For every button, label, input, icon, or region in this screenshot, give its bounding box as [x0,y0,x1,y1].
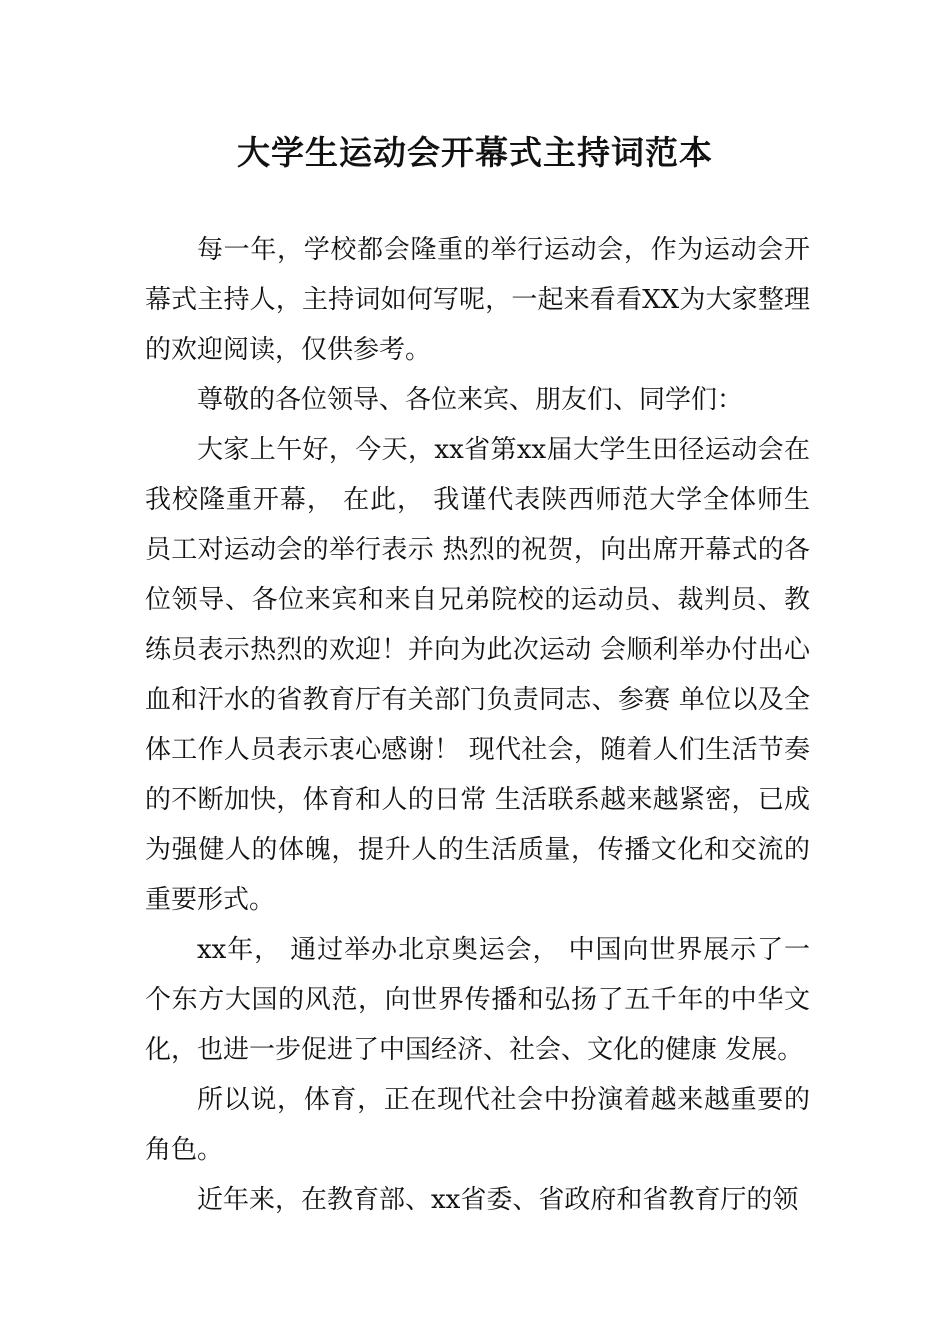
paragraph-sports-role: 所以说，体育，正在现代社会中扮演着越来越重要的角色。 [145,1085,810,1165]
paragraph-olympics: xx年， 通过举办北京奥运会， 中国向世界展示了一个东方大国的风范，向世界传播和弘扬了五千年的中华文化，也进一步促进了中国经济、社会、文化的健康 发展。 [145,935,810,1065]
document-body [145,225,810,1225]
paragraph-recent-years: 近年来，在教育部、xx省委、省政府和省教育厅的领 [197,1185,799,1215]
paragraph-greeting: 大家上午好，今天，xx省第xx届大学生田径运动会在我校隆重开幕， 在此， 我谨代表陕西师范大学全体师生员工对运动会的举行表示 热烈的祝贺，向出席开幕式的各位领导、各位来宾和来自兄弟院校的运动员、裁判员、教练员表示热烈的欢迎！并向为此次运动 会顺利举办付出心血和汗水的省教育厅有关部门负责同志、参赛 单位以及全体工作人员表示衷心感谢！ 现代社会，随着人们生活节奏的不断加快，体育和人的日常 生活联系越来越紧密，已成为强健人的体魄，提升人的生活质量，传播文化和交流的重要形式。 [145,435,810,915]
paragraph-salutation: 尊敬的各位领导、各位来宾、朋友们、同学们： [197,385,744,415]
document-title: 大学生运动会开幕式主持词范本 [237,133,713,172]
paragraph-intro: 每一年，学校都会隆重的举行运动会，作为运动会开幕式主持人，主持词如何写呢，一起来看看XX为大家整理的欢迎阅读，仅供参考。 [145,235,810,365]
